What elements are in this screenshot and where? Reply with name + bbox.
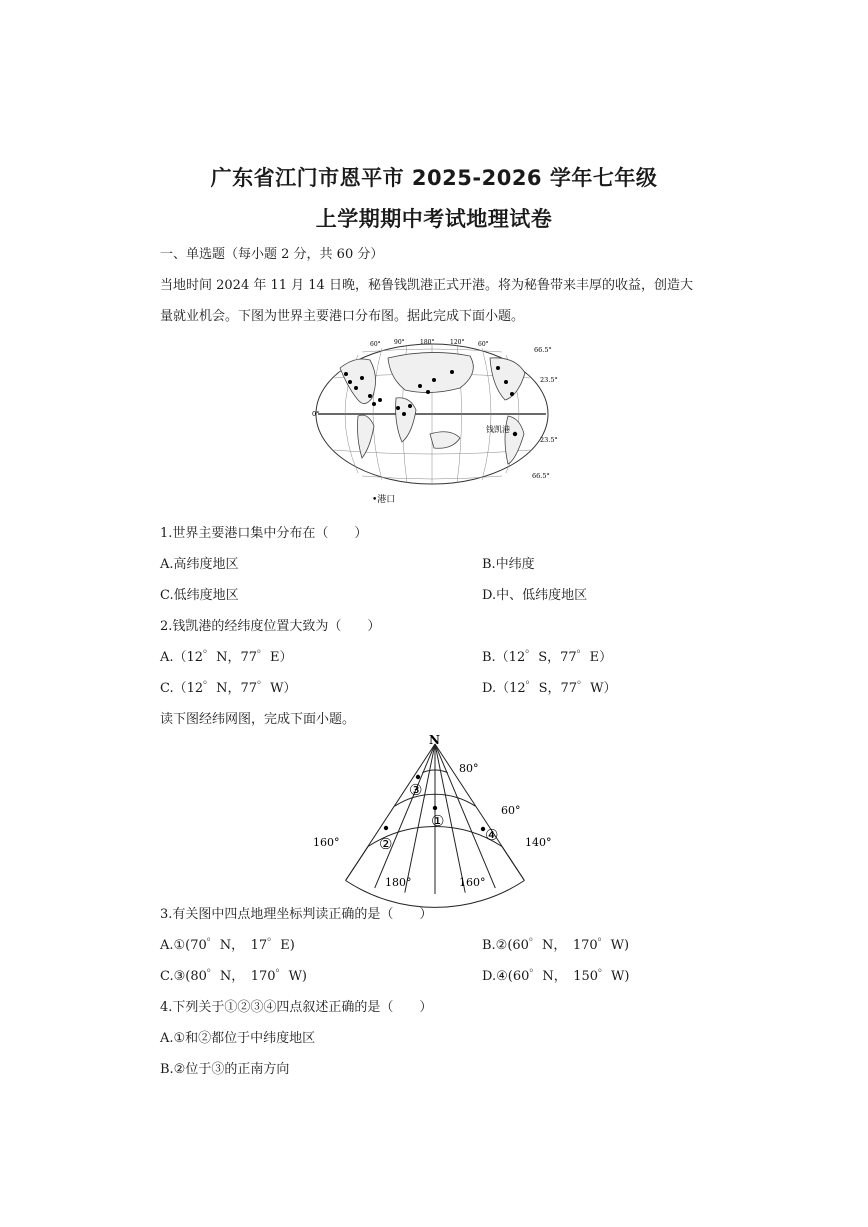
point-4-label: ④	[485, 826, 499, 844]
map-lon-label: 90°	[394, 339, 405, 346]
q2-option-d[interactable]: D.（12゜S，77゜W）	[482, 681, 617, 696]
port-label-chancay: 钱凯港	[486, 425, 510, 434]
point-1-label: ①	[431, 812, 445, 830]
point-3-dot	[416, 775, 420, 779]
map-lon-label: 180°	[420, 339, 435, 346]
point-1-dot	[433, 806, 437, 810]
page-title: 广东省江门市恩平市 2025-2026 学年七年级	[210, 166, 658, 190]
lon-label-bottom-160: 160°	[459, 876, 486, 889]
world-ports-map	[310, 338, 558, 508]
lon-label-right: 140°	[525, 836, 552, 849]
passage-line-1: 当地时间 2024 年 11 月 14 日晚，秘鲁钱凯港正式开港。将为秘鲁带来丰厚的收益，创造大	[160, 278, 693, 293]
q1-option-c[interactable]: C.低纬度地区	[160, 588, 239, 603]
q2-option-a[interactable]: A.（12゜N，77゜E）	[160, 650, 293, 665]
lat-label-80: 80°	[459, 762, 479, 775]
map-lon-label: 60°	[478, 341, 489, 348]
q1-option-a[interactable]: A.高纬度地区	[160, 557, 239, 572]
map-lon-label: 120°	[450, 339, 465, 346]
point-2-label: ②	[379, 835, 393, 853]
north-label: N	[429, 733, 440, 747]
q2-stem: 2.钱凯港的经纬度位置大致为（ ）	[160, 619, 381, 634]
lat-label-60: 60°	[501, 804, 521, 817]
q3-stem: 3.有关图中四点地理坐标判读正确的是（ ）	[160, 907, 433, 922]
map-legend: •港口	[372, 495, 396, 505]
q4-option-b[interactable]: B.②位于③的正南方向	[160, 1062, 290, 1077]
map-lat-label: 0°	[312, 410, 320, 418]
map-lat-label: 66.5°	[534, 346, 552, 354]
q1-option-d[interactable]: D.中、低纬度地区	[482, 588, 588, 603]
point-3-label: ③	[409, 781, 423, 799]
polar-graticule-figure	[305, 732, 565, 892]
lon-label-bottom-180: 180°	[385, 876, 412, 889]
passage-line-2: 量就业机会。下图为世界主要港口分布图。据此完成下面小题。	[160, 309, 525, 324]
q2-option-b[interactable]: B.（12゜S，77゜E）	[482, 650, 613, 665]
q1-stem: 1.世界主要港口集中分布在（ ）	[160, 526, 368, 541]
point-2-dot	[384, 826, 388, 830]
map-lat-label: 23.5°	[540, 376, 558, 384]
map-lat-label: 66.5°	[532, 472, 550, 480]
q3-option-c[interactable]: C.③(80゜N， 170゜W)	[160, 969, 308, 984]
q4-option-a[interactable]: A.①和②都位于中纬度地区	[160, 1031, 316, 1046]
map-lon-label: 60°	[370, 341, 381, 348]
page-subtitle: 上学期期中考试地理试卷	[315, 207, 553, 231]
q3-option-b[interactable]: B.②(60゜N， 170゜W)	[482, 938, 630, 953]
q3-option-d[interactable]: D.④(60゜N， 150゜W)	[482, 969, 630, 984]
lon-label-left: 160°	[313, 836, 340, 849]
q1-option-b[interactable]: B.中纬度	[482, 557, 535, 572]
section-heading: 一、单选题（每小题 2 分，共 60 分）	[160, 247, 384, 262]
passage-2: 读下图经纬网图，完成下面小题。	[160, 712, 356, 727]
q2-option-c[interactable]: C.（12゜N，77゜W）	[160, 681, 297, 696]
map-lat-label: 23.5°	[540, 436, 558, 444]
q3-option-a[interactable]: A.①(70゜N， 17゜E)	[160, 938, 295, 953]
q4-stem: 4.下列关于①②③④四点叙述正确的是（ ）	[160, 1000, 433, 1015]
